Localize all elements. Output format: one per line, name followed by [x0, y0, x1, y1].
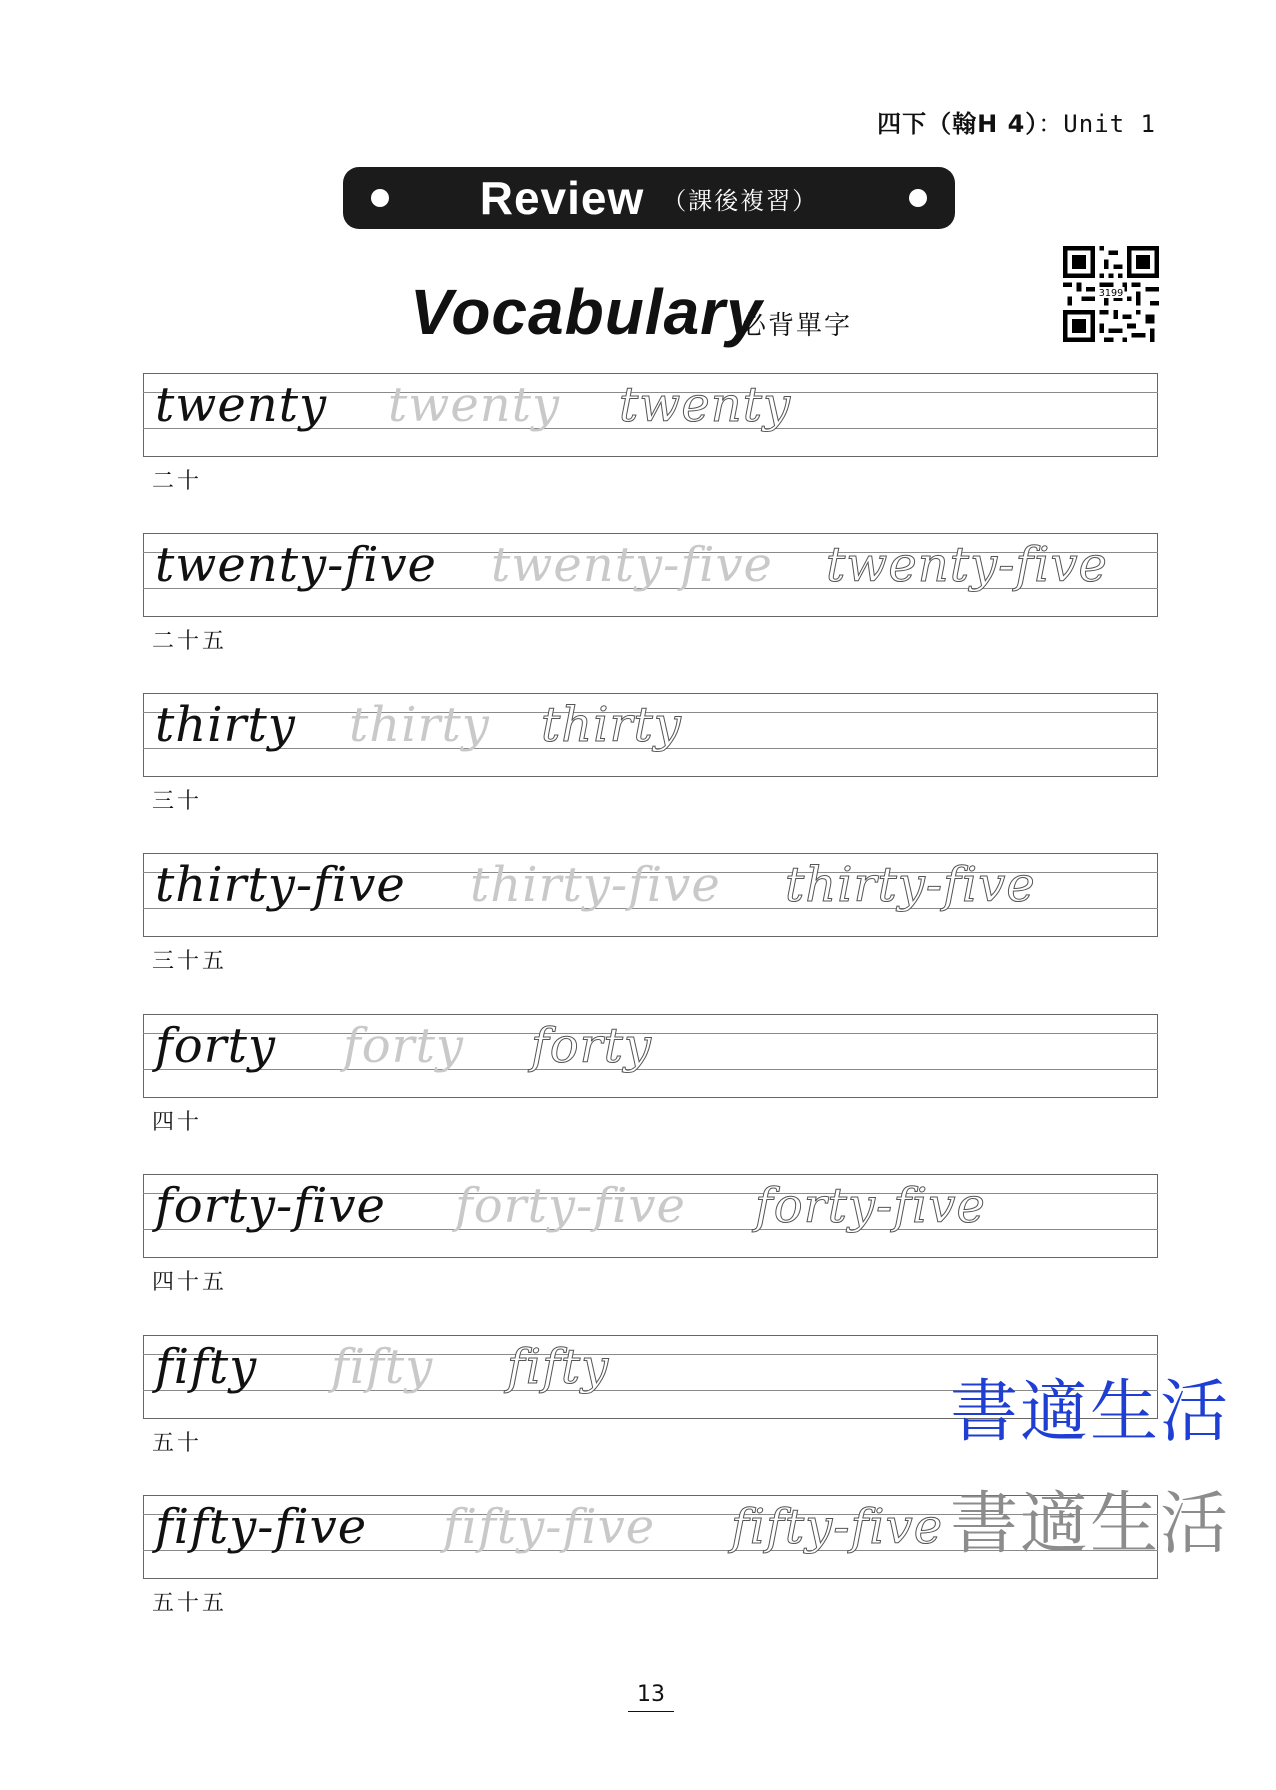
word-model: forty — [155, 1018, 277, 1074]
word-trace-dotted[interactable]: twenty — [619, 377, 792, 433]
watermark-gray: 書適生活 — [950, 1485, 1231, 1564]
writing-row — [143, 1014, 1158, 1098]
grade-label: 四下（翰H 4） — [877, 110, 1039, 138]
word-meaning: 四十五 — [152, 1270, 228, 1295]
word-model: twenty-five — [155, 537, 437, 593]
qr-code-icon[interactable] — [1063, 246, 1159, 342]
word-model: fifty — [155, 1339, 258, 1395]
review-banner — [343, 167, 955, 229]
word-trace-dotted[interactable]: forty — [531, 1018, 653, 1074]
review-subtitle: （課後複習） — [662, 186, 819, 215]
word-meaning: 五十五 — [152, 1591, 228, 1616]
bullet-icon — [371, 189, 389, 207]
word-trace-gray: forty — [343, 1018, 465, 1074]
word-meaning: 五十 — [152, 1431, 203, 1456]
word-trace-gray: forty-five — [455, 1178, 686, 1234]
word-model: thirty-five — [155, 857, 406, 913]
word-model: thirty — [155, 697, 296, 753]
word-trace-gray: thirty — [349, 697, 490, 753]
word-meaning: 二十五 — [152, 629, 228, 654]
word-model: forty-five — [155, 1178, 386, 1234]
word-trace-dotted[interactable]: fifty — [507, 1339, 610, 1395]
review-title: Review — [479, 172, 645, 224]
word-model: fifty-five — [155, 1499, 368, 1555]
bullet-icon — [909, 189, 927, 207]
word-meaning: 四十 — [152, 1110, 203, 1135]
word-trace-dotted[interactable]: twenty-five — [826, 537, 1108, 593]
word-trace-dotted[interactable]: thirty-five — [785, 857, 1036, 913]
word-trace-dotted[interactable]: fifty-five — [731, 1499, 944, 1555]
word-meaning: 三十五 — [152, 949, 228, 974]
word-trace-gray: fifty-five — [443, 1499, 656, 1555]
vocabulary-subtitle: 必背單字 — [740, 311, 853, 341]
page-number: 13 — [628, 1682, 674, 1712]
word-trace-gray: twenty-five — [491, 537, 773, 593]
writing-row — [143, 693, 1158, 777]
word-model: twenty — [155, 377, 328, 433]
word-trace-dotted[interactable]: thirty — [541, 697, 682, 753]
word-trace-gray: fifty — [331, 1339, 434, 1395]
writing-row — [143, 853, 1158, 937]
writing-row — [143, 373, 1158, 457]
word-meaning: 三十 — [152, 789, 203, 814]
writing-row — [143, 1174, 1158, 1258]
word-trace-dotted[interactable]: forty-five — [755, 1178, 986, 1234]
word-trace-gray: thirty-five — [470, 857, 721, 913]
unit-label: ：Unit 1 — [1038, 110, 1156, 138]
qr-code-label: 3199 — [1098, 287, 1124, 299]
word-trace-gray: twenty — [388, 377, 561, 433]
vocabulary-title: Vocabulary — [410, 276, 763, 348]
watermark-blue: 書適生活 — [950, 1373, 1231, 1452]
writing-row — [143, 533, 1158, 617]
page-header — [877, 104, 1156, 139]
word-meaning: 二十 — [152, 469, 203, 494]
